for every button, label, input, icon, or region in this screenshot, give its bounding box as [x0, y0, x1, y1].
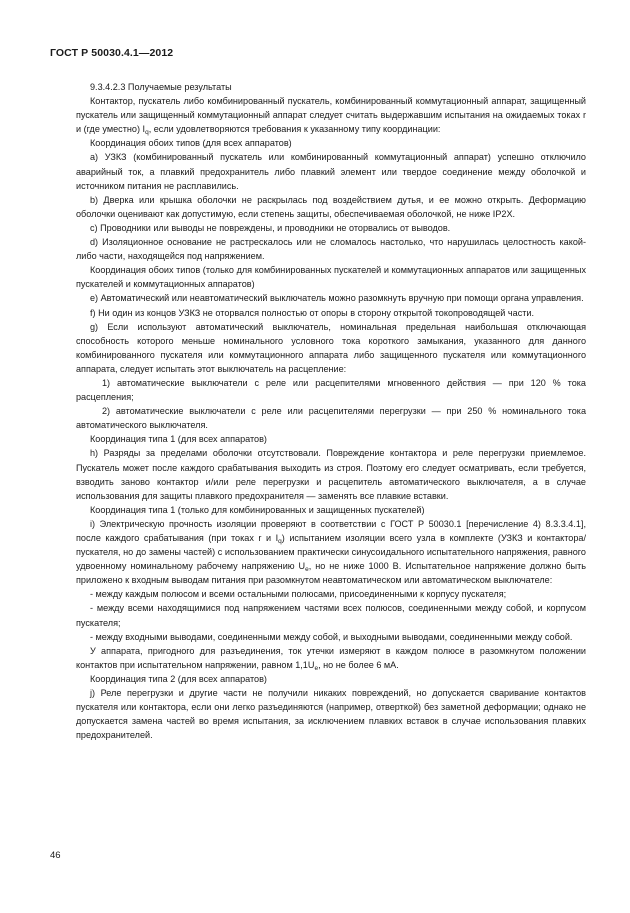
list-item-f: f) Ни один из концов УЗКЗ не оторвался полностью от опоры в сторону открытой токопроводящей части.	[90, 307, 535, 318]
list-item-g: g) Если используют автоматический выключатель, номинальная предельная наибольшая отключающая способность которого меньше номинального условного тока короткого замыкания, указанного для данного комбинированного пускателя или коммутационного аппарата либо защищенного пускателя или коммутационного аппарата, следует испытать этот выключатель на расцепление:	[76, 321, 586, 374]
dash-item: - между каждым полюсом и всеми остальными полюсами, присоединенными к корпусу пускателя;	[90, 589, 507, 600]
sub-item-2: 2) автоматические выключатели с реле или расцепителями перегрузки — при 250 % номинального тока автоматического выключателя.	[76, 406, 586, 431]
subheading: Координация обоих типов (только для комбинированных пускателей и коммутационных аппаратов или защищенных пускателей и коммутационных аппаратов)	[76, 265, 586, 290]
paragraph: У аппарата, пригодного для разъединения, ток утечки измеряют в каждом полюсе в разомкнутом положении контактов при испытательном напряжении, равном $1,1U_e$, но не более 6 мА.	[76, 645, 586, 672]
subheading: Координация типа 1 (только для комбинированных и защищенных пускателей)	[90, 504, 425, 515]
subheading: Координация обоих типов (для всех аппаратов)	[90, 138, 292, 149]
list-item-d: d) Изоляционное основание не растрескалось или не сломалось настолько, что нарушилась целостность какой-либо части, находящейся под напряжением.	[76, 237, 586, 262]
list-item-i: i) Электрическую прочность изоляции проверяют в соответствии с ГОСТ Р 50030.1 [перечисление 4) 8.3.3.4.1], после каждого срабатывания (при токах r и $I_q$) испытанием изоляции всего узла в комплекте (УЗКЗ и контактора/пускателя, но до замены частей) с использованием практически синусоидального испытательного напряжения, равного удвоенному номинальному рабочему напряжению $U_e$, но не ниже 1000 В. Испытательное напряжение должно быть приложено к входным выводам питания при разомкнутом неавтоматическом или автоматическом выключателе:	[76, 518, 586, 586]
document-header: ГОСТ Р 50030.4.1—2012	[50, 47, 174, 59]
sub-item-1: 1) автоматические выключатели с реле или расцепителями мгновенного действия — при 120 % тока расцепления;	[76, 377, 586, 403]
page-number: 46	[50, 850, 61, 861]
list-item-a: a) УЗКЗ (комбинированный пускатель или комбинированный коммутационный аппарат) успешно отключило аварийный ток, а плавкий предохранитель либо плавкий элемент или твердое соединение между оболочкой и источником питания не расплавились.	[76, 152, 586, 191]
dash-item: - между входными выводами, соединенными между собой, и выходными выводами, соединенными между собой.	[90, 631, 573, 642]
section-heading: 9.3.4.2.3 Получаемые результаты	[90, 82, 232, 92]
subheading: Координация типа 2 (для всех аппаратов)	[90, 673, 267, 684]
list-item-c: c) Проводники или выводы не повреждены, и проводники не оторвались от выводов.	[90, 222, 451, 233]
list-item-h: h) Разряды за пределами оболочки отсутствовали. Повреждение контактора и реле перегрузки приемлемое. Пускатель может после каждого срабатывания выходить из строя. Поэтому его следует осматривать, если требуется, взводить заново контактор и/или реле перегрузки и расцепитель автоматического выключателя, а в случае использования для защиты плавкого предохранителя — заменять все плавкие вставки.	[76, 448, 586, 501]
list-item-e: e) Автоматический или неавтоматический выключатель можно разомкнуть вручную при помощи органа управления.	[90, 293, 584, 304]
list-item-b: b) Дверка или крышка оболочки не раскрылась под воздействием дутья, и ее можно открыть. Деформацию оболочки оценивают как допустимую, если степень защиты, обеспечиваемая оболочкой, не ниже IP2X.	[76, 194, 586, 219]
list-item-j: j) Реле перегрузки и другие части не получили никаких повреждений, но допускается сваривание контактов пускателя или контактора, если они легко разъединяются (например, отверткой) без заметной деформации; однако не допускается замена частей во время испытания, за исключением плавких вставок в случае использования плавких предохранителей.	[76, 688, 586, 741]
paragraph: Контактор, пускатель либо комбинированный пускатель, комбинированный коммутационный аппарат, защищенный пускатель или защищенный коммутационный аппарат следует считать выдержавшим испытания на ожидаемых токах r и (где уместно) $I_q$, если удовлетворяются требования к указанному типу координации:	[76, 96, 586, 137]
document-body	[76, 80, 586, 742]
subheading: Координация типа 1 (для всех аппаратов)	[90, 434, 267, 445]
dash-item: - между всеми находящимися под напряжением частями всех полюсов, соединенными между собой, и корпусом пускателя;	[76, 603, 586, 628]
